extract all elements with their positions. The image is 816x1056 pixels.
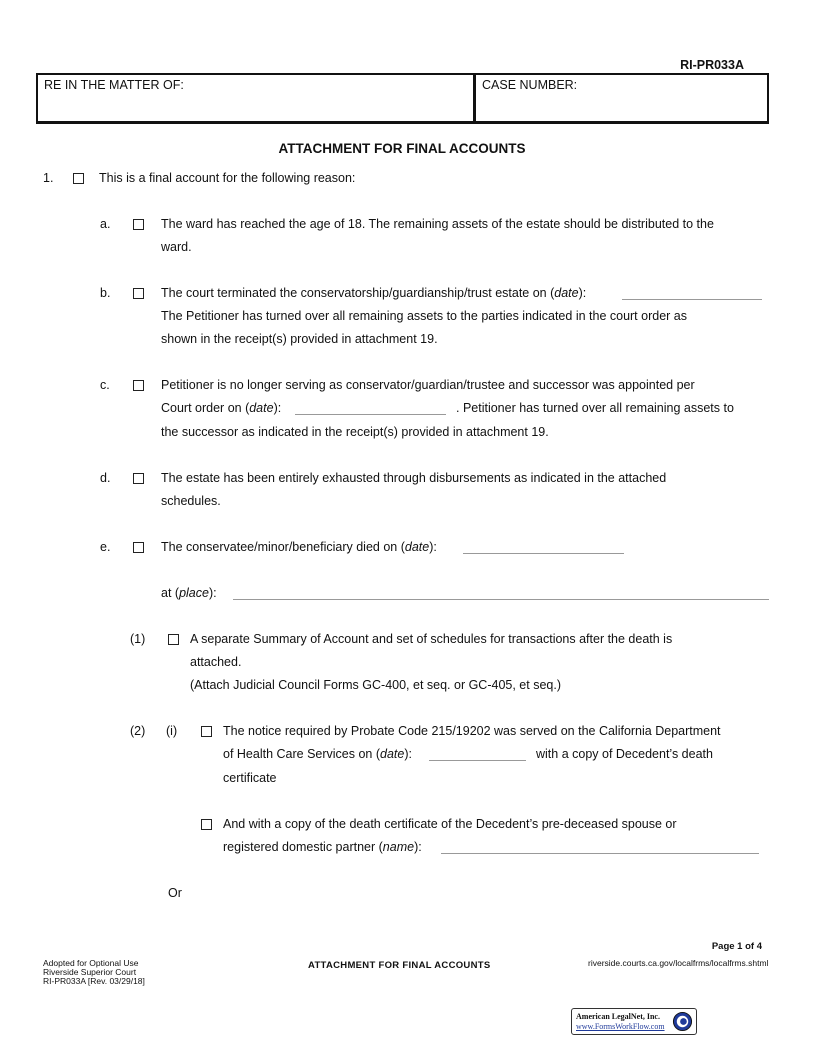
item-c-line3: the successor as indicated in the receipt(s) provided in attachment 19. xyxy=(161,425,549,439)
item-b-date-field[interactable] xyxy=(622,299,762,300)
badge-company: American LegalNet, Inc. xyxy=(576,1012,660,1021)
item-d-letter: d. xyxy=(100,471,111,485)
case-number-label: CASE NUMBER: xyxy=(482,78,578,92)
item-e-line1-post: ): xyxy=(429,540,437,554)
badge-link[interactable]: www.FormsWorkFlow.com xyxy=(576,1022,665,1031)
item-e-line1-pre: The conservatee/minor/beneficiary died on ( xyxy=(161,540,405,554)
legalnet-badge[interactable] xyxy=(571,1008,697,1035)
item-b-date-word: date xyxy=(554,286,579,300)
footer-left-line2: Riverside Superior Court xyxy=(43,967,137,977)
item-b-line1-post: ): xyxy=(578,286,587,300)
item-e2-line2-pre: of Health Care Services on ( xyxy=(223,747,381,761)
matter-field[interactable] xyxy=(38,75,476,121)
item-b-line1-pre: The court terminated the conservatorship/guardianship/trust estate on ( xyxy=(161,286,555,300)
footer-left-line1: Adopted for Optional Use xyxy=(43,958,139,968)
item-e2-date-word: date xyxy=(380,747,405,761)
item-e2-sub: (i) xyxy=(166,724,178,738)
item-a-letter: a. xyxy=(100,217,111,231)
item-c-line2-pre: Court order on ( xyxy=(161,401,250,415)
item-e2-line1: The notice required by Probate Code 215/19202 was served on the California Department xyxy=(223,724,721,738)
item-e1-line1: A separate Summary of Account and set of schedules for transactions after the death is xyxy=(190,632,673,646)
item-c-line2-after: . Petitioner has turned over all remaining assets to xyxy=(456,401,734,415)
item-a-line1: The ward has reached the age of 18. The remaining assets of the estate should be distributed to the xyxy=(161,217,714,231)
item-c-date-word: date xyxy=(249,401,274,415)
item-e-date-word: date xyxy=(404,540,430,554)
item-e2b-line2 xyxy=(223,836,422,859)
item-e1-line3: (Attach Judicial Council Forms GC-400, et seq. or GC-405, et seq.) xyxy=(190,678,561,692)
item-e-date-field[interactable] xyxy=(463,553,624,554)
page-number: Page 1 of 4 xyxy=(711,941,762,952)
item-e2-line2-after: with a copy of Decedent’s death xyxy=(536,747,713,761)
footer-left xyxy=(43,959,145,986)
item1-text: This is a final account for the following reason: xyxy=(99,171,356,185)
item-e-place-label xyxy=(161,582,217,605)
item-e-at-pre: at ( xyxy=(161,586,180,600)
item-c-date-field[interactable] xyxy=(295,414,446,415)
item-e2b-line2-post: ): xyxy=(414,840,422,854)
form-id: RI-PR033A xyxy=(680,58,744,72)
item-e2-number: (2) xyxy=(130,724,146,738)
item-e2-line2-post: ): xyxy=(404,747,412,761)
header-box xyxy=(36,73,769,124)
item-e2-line2 xyxy=(223,743,412,766)
item-b-line1 xyxy=(161,282,586,305)
item-e2b-checkbox[interactable] xyxy=(201,819,212,830)
item-e2b-name-word: name xyxy=(382,840,415,854)
item-c-line2 xyxy=(161,397,281,420)
item-e-place-field[interactable] xyxy=(233,599,769,600)
item-a-checkbox[interactable] xyxy=(133,219,144,230)
item-e1-checkbox[interactable] xyxy=(168,634,179,645)
item-e2-line3: certificate xyxy=(223,771,277,785)
item-e2b-line2-pre: registered domestic partner ( xyxy=(223,840,383,854)
item-e2b-line1: And with a copy of the death certificate of the Decedent’s pre-deceased spouse or xyxy=(223,817,677,831)
item-e2-checkbox[interactable] xyxy=(201,726,212,737)
item-e1-line2: attached. xyxy=(190,655,242,669)
item-b-line2: The Petitioner has turned over all remaining assets to the parties indicated in the court order as xyxy=(161,309,687,323)
item-c-line1: Petitioner is no longer serving as conservator/guardian/trustee and successor was appointed per xyxy=(161,378,695,392)
footer-title: ATTACHMENT FOR FINAL ACCOUNTS xyxy=(308,960,491,971)
item-d-line2: schedules. xyxy=(161,494,221,508)
item-e-line1 xyxy=(161,536,437,559)
item-c-checkbox[interactable] xyxy=(133,380,144,391)
item-e-place-word: place xyxy=(179,586,209,600)
globe-logo-icon xyxy=(672,1011,693,1032)
matter-label: RE IN THE MATTER OF: xyxy=(44,78,184,92)
item-a-line2: ward. xyxy=(161,240,192,254)
item-e1-number: (1) xyxy=(130,632,146,646)
item1-checkbox[interactable] xyxy=(73,173,84,184)
footer-url: riverside.courts.ca.gov/localfrms/localfrms.shtml xyxy=(588,958,769,968)
item-e2-date-field[interactable] xyxy=(429,760,526,761)
item-d-checkbox[interactable] xyxy=(133,473,144,484)
item-e-at-post: ): xyxy=(208,586,217,600)
item-c-letter: c. xyxy=(100,378,110,392)
case-number-field[interactable] xyxy=(476,75,767,121)
page-title: ATTACHMENT FOR FINAL ACCOUNTS xyxy=(278,141,526,156)
or-text: Or xyxy=(168,886,182,900)
item-b-line3: shown in the receipt(s) provided in attachment 19. xyxy=(161,332,438,346)
item-e2b-name-field[interactable] xyxy=(441,853,759,854)
item-c-line2-post: ): xyxy=(273,401,282,415)
item-e-checkbox[interactable] xyxy=(133,542,144,553)
item-b-checkbox[interactable] xyxy=(133,288,144,299)
item-e-letter: e. xyxy=(100,540,111,554)
footer-left-line3: RI-PR033A [Rev. 03/29/18] xyxy=(43,976,145,986)
item-d-line1: The estate has been entirely exhausted through disbursements as indicated in the attached xyxy=(161,471,667,485)
item1-number: 1. xyxy=(43,171,54,185)
item-b-letter: b. xyxy=(100,286,111,300)
